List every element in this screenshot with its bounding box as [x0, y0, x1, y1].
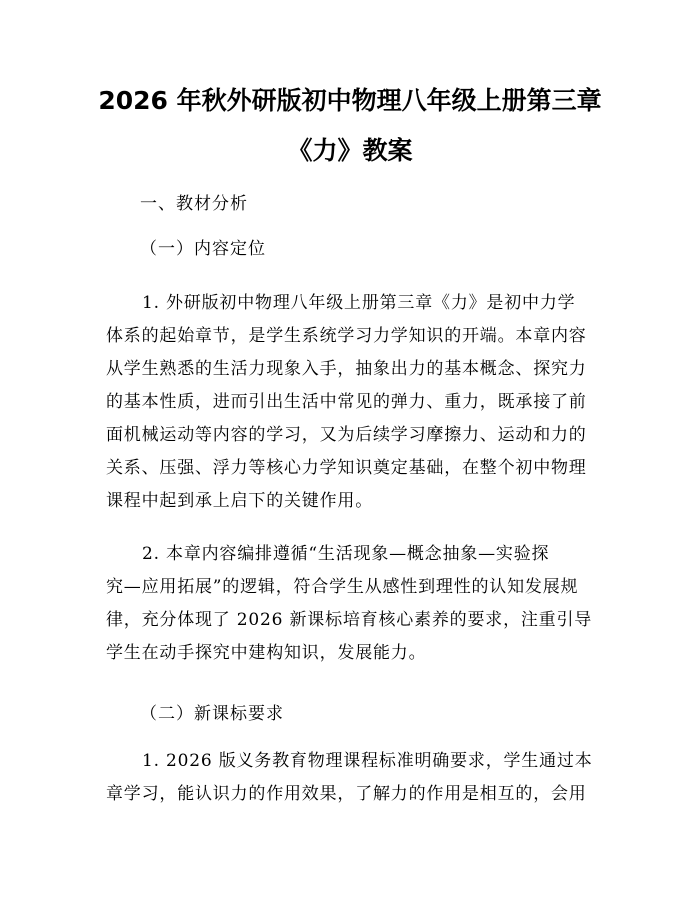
paragraph-line: 究—应用拓展”的逻辑，符合学生从感性到理性的认知发展规 — [106, 577, 579, 597]
paragraph-line: 课程中起到承上启下的关键作用。 — [106, 491, 373, 511]
paragraph-line: 章学习，能认识力的作用效果，了解力的作用是相互的，会用 — [106, 784, 587, 804]
paragraph-line: 关系、压强、浮力等核心力学知识奠定基础，在整个初中物理 — [106, 458, 587, 478]
paragraph-line: 2. 本章内容编排遵循“生活现象—概念抽象—实验探 — [142, 544, 550, 564]
paragraph-line: 面机械运动等内容的学习，又为后续学习摩擦力、运动和力的 — [106, 425, 587, 445]
paragraph-content-positioning-2 — [106, 538, 602, 670]
subsection-heading-content-positioning: （一）内容定位 — [140, 239, 266, 259]
paragraph-line: 学生在动手探究中建构知识，发展能力。 — [106, 643, 427, 663]
paragraph-line: 的基本性质，进而引出生活中常见的弹力、重力，既承接了前 — [106, 392, 587, 412]
paragraph-line: 体系的起始章节，是学生系统学习力学知识的开端。本章内容 — [106, 326, 587, 346]
paragraph-line: 律，充分体现了 2026 新课标培育核心素养的要求，注重引导 — [106, 610, 593, 630]
document-title-line-2: 《力》教案 — [287, 136, 413, 165]
paragraph-content-positioning-1 — [106, 287, 602, 518]
paragraph-line: 1. 2026 版义务教育物理课程标准明确要求，学生通过本 — [142, 751, 593, 771]
section-heading-textbook-analysis: 一、教材分析 — [140, 194, 248, 214]
subsection-heading-new-curriculum: （二）新课标要求 — [140, 704, 284, 724]
paragraph-new-curriculum-1 — [106, 745, 602, 811]
paragraph-line: 1. 外研版初中物理八年级上册第三章《力》是初中力学 — [142, 293, 576, 313]
paragraph-line: 从学生熟悉的生活力现象入手，抽象出力的基本概念、探究力 — [106, 359, 587, 379]
document-title-line-1: 2026 年秋外研版初中物理八年级上册第三章 — [98, 86, 602, 115]
